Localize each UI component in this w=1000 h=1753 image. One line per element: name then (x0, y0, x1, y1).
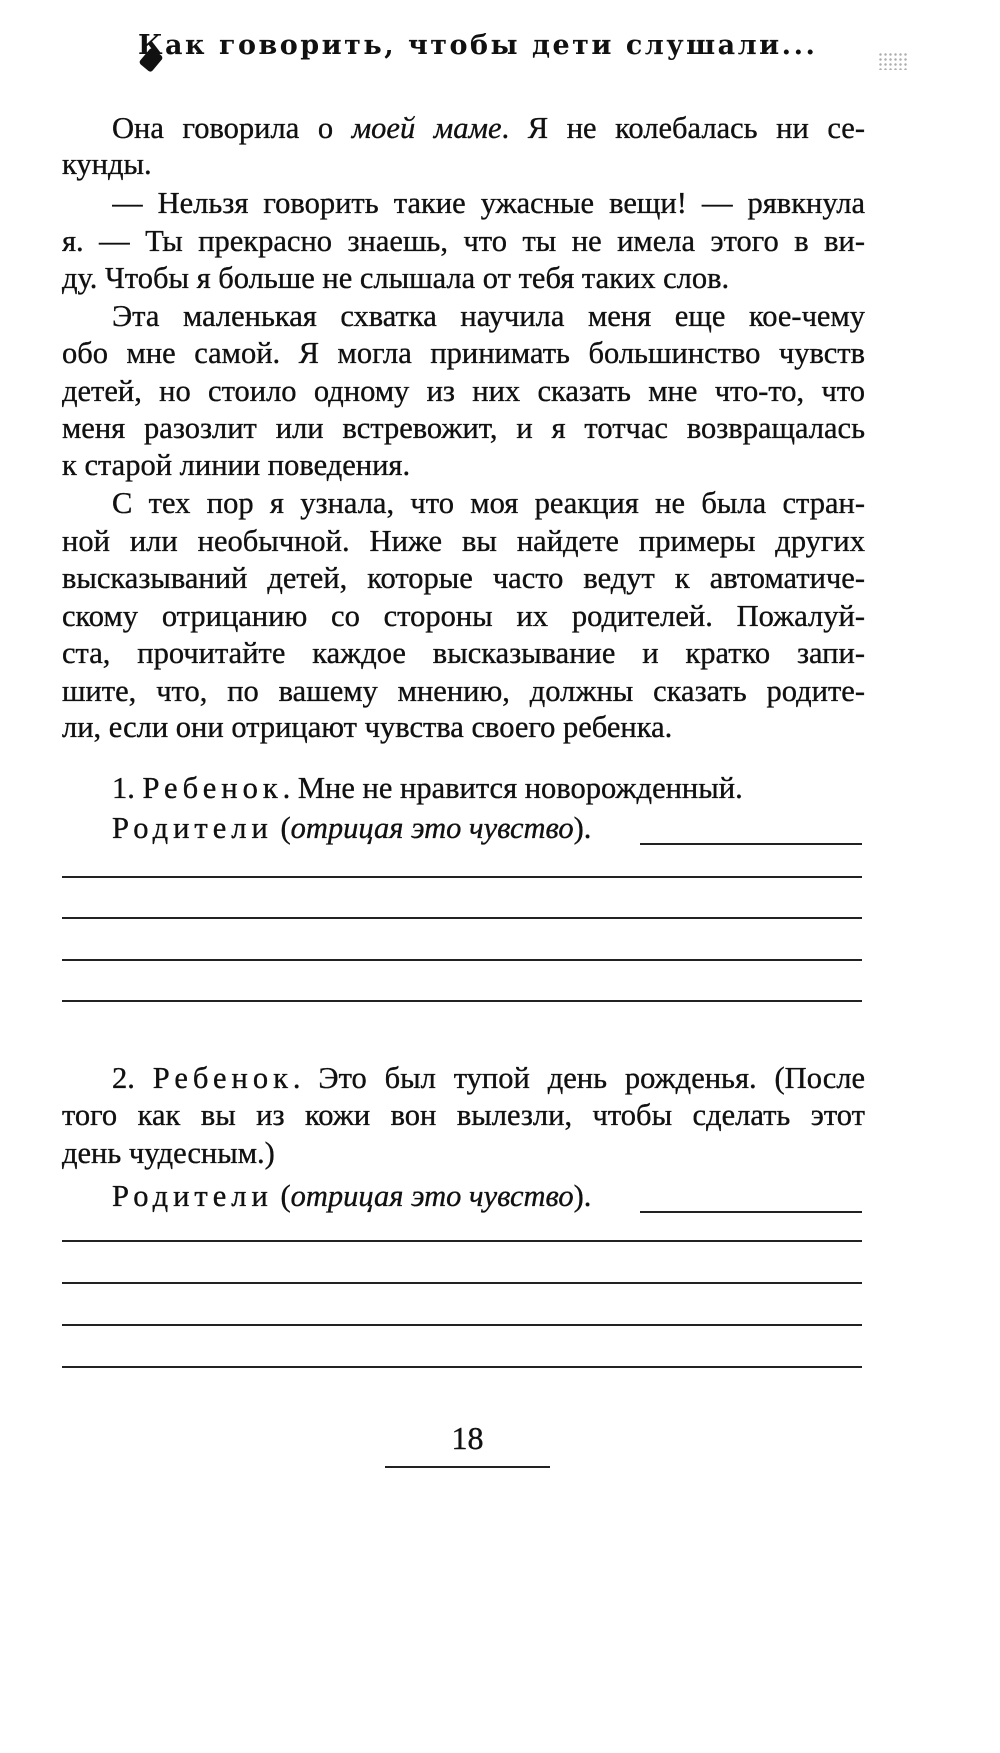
text-run: скому отрицанию со стороны их родителей. Пожалуй- (62, 599, 865, 633)
answer-blank-line (62, 959, 862, 961)
text-run: шите, что, по вашему мнению, должны сказать родите- (62, 674, 865, 708)
text-run: меня разозлит или встревожит, и я тотчас возвращалась (62, 411, 865, 445)
text-run: ста, прочитайте каждое высказывание и кратко запи- (62, 636, 865, 670)
text-line (112, 183, 865, 223)
text-line (62, 1133, 275, 1173)
answer-prompt-line (112, 1176, 591, 1216)
spaced-speaker-label: Ребенок (142, 771, 283, 805)
spaced-speaker-label: Родители (112, 811, 273, 845)
text-run: Она говорила о (112, 111, 352, 145)
answer-blank-line (62, 1000, 862, 1002)
page-number-rule (385, 1466, 550, 1468)
answer-blank-line (62, 1282, 862, 1284)
text-line (62, 445, 410, 485)
text-run: ). (573, 1179, 592, 1213)
text-line (112, 1058, 865, 1098)
text-run: я. — Ты прекрасно знаешь, что ты не имела этого в ви- (62, 224, 865, 258)
text-run: . Это был тупой день рожденья. (После (292, 1061, 865, 1095)
text-run: ли, если они отрицают чувства своего ребенка. (62, 710, 673, 744)
text-line (62, 333, 865, 373)
answer-blank-line (62, 1324, 862, 1326)
text-run: ду. Чтобы я больше не слышала от тебя таких слов. (62, 261, 730, 295)
text-line (62, 521, 865, 561)
text-line (62, 144, 152, 184)
text-run: к старой линии поведения. (62, 448, 411, 482)
text-line (62, 558, 865, 598)
italic-text: отрицая это чувство (290, 1179, 574, 1213)
text-run: того как вы из кожи вон вылезли, чтобы сделать этот (62, 1098, 865, 1132)
text-run: детей, но стоило одному из них сказать мне что-то, что (62, 374, 865, 408)
text-line (62, 671, 865, 711)
text-run: обо мне самой. Я могла принимать большинство чувств (62, 336, 865, 370)
text-line (62, 408, 865, 448)
answer-blank-line (62, 1366, 862, 1368)
text-run: — Нельзя говорить такие ужасные вещи! — рявкнула (112, 186, 865, 220)
spaced-speaker-label: Ребенок (152, 1061, 293, 1095)
text-run: . Я не колебалась ни се- (501, 111, 865, 145)
text-run: ( (272, 1179, 291, 1213)
text-run: ( (272, 811, 291, 845)
answer-blank-line (62, 917, 862, 919)
text-run: Эта маленькая схватка научила меня еще кое-чему (112, 299, 865, 333)
text-run: высказываний детей, которые часто ведут к автоматиче- (62, 561, 865, 595)
text-line (112, 296, 865, 336)
answer-blank-line (62, 876, 862, 878)
italic-text: отрицая это чувство (290, 811, 574, 845)
text-line (112, 108, 865, 148)
scan-speck-decoration (878, 52, 908, 70)
spaced-speaker-label: Родители (112, 1179, 273, 1213)
text-line (62, 371, 865, 411)
text-line (112, 483, 865, 523)
text-line (112, 768, 743, 808)
text-line (62, 596, 865, 636)
text-line (62, 1095, 865, 1135)
text-line (62, 633, 865, 673)
text-run: ). (573, 811, 592, 845)
text-line (62, 707, 672, 747)
text-run: . Мне не нравится новорожденный. (282, 771, 743, 805)
answer-blank-line (62, 1240, 862, 1242)
text-run: день чудесным.) (62, 1136, 275, 1170)
text-line (62, 258, 729, 298)
text-run: 2. (112, 1061, 153, 1095)
answer-blank-line (640, 1211, 862, 1213)
text-line (62, 221, 865, 261)
running-header: Как говорить, чтобы дети слушали... (138, 30, 818, 61)
text-run: 1. (112, 771, 143, 805)
italic-text: моей маме (351, 111, 502, 145)
answer-blank-line (640, 843, 862, 845)
text-run: кунды. (62, 147, 152, 181)
answer-prompt-line (112, 808, 591, 848)
page-number: 18 (451, 1420, 484, 1456)
text-run: ной или необычной. Ниже вы найдете примеры других (62, 524, 865, 558)
text-run: С тех пор я узнала, что моя реакция не была стран- (112, 486, 865, 520)
